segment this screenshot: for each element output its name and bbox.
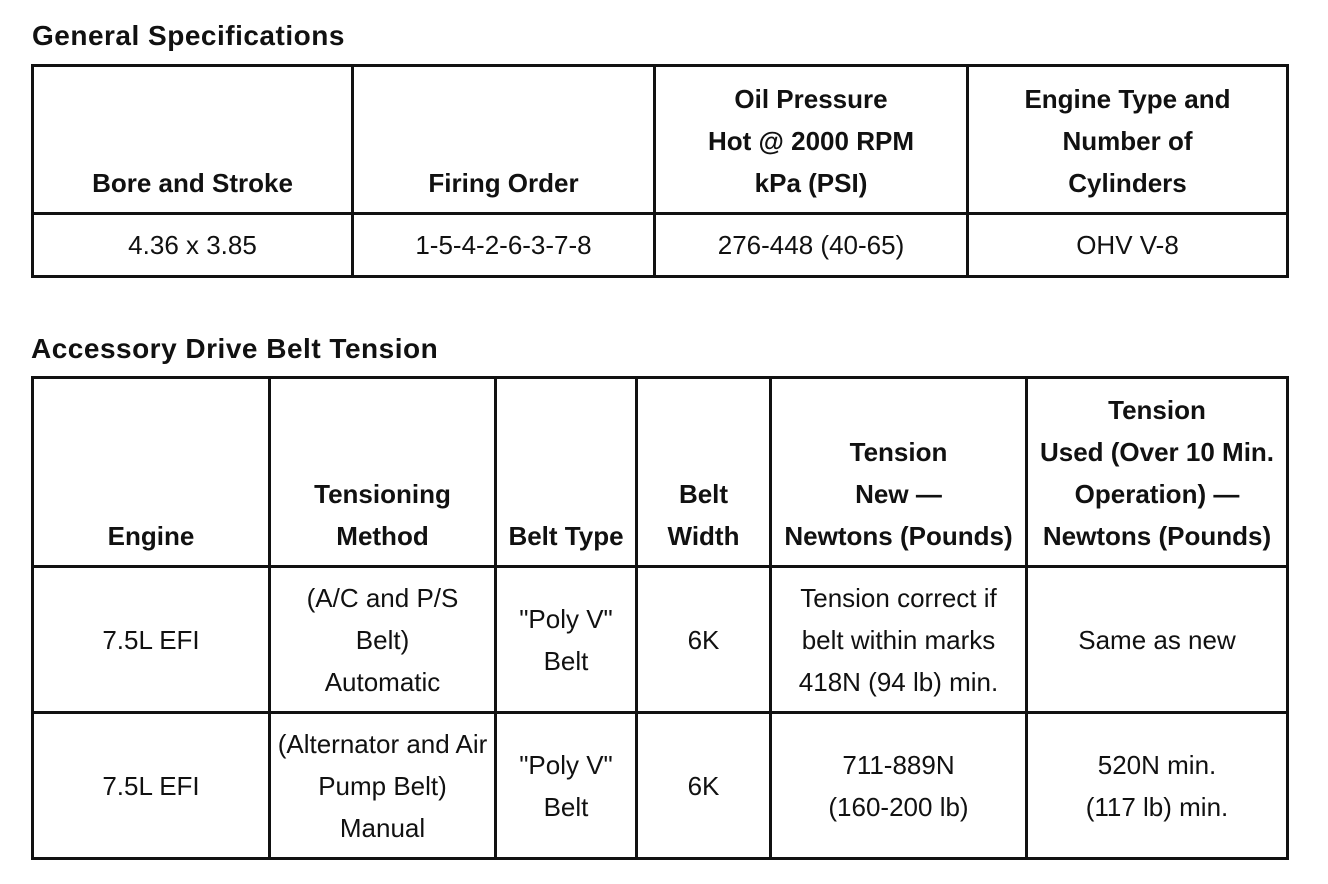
cell-belt-type: "Poly V" Belt [496,567,637,713]
general-specifications-table [31,64,1289,278]
cell-belt-width: 6K [637,567,771,713]
header-tension-new: Tension New — Newtons (Pounds) [771,378,1027,567]
header-oil-pressure: Oil Pressure Hot @ 2000 RPM kPa (PSI) [655,66,968,214]
cell-tension-used: 520N min. (117 lb) min. [1027,713,1288,859]
header-firing-order: Firing Order [353,66,655,214]
table-row [33,214,1288,277]
header-engine-type: Engine Type and Number of Cylinders [968,66,1288,214]
table-row [33,713,1288,859]
table-row [33,567,1288,713]
header-row [33,378,1288,567]
header-belt-type: Belt Type [496,378,637,567]
cell-belt-type: "Poly V" Belt [496,713,637,859]
cell-tensioning-method: (A/C and P/S Belt) Automatic [270,567,496,713]
cell-tensioning-method: (Alternator and Air Pump Belt) Manual [270,713,496,859]
cell-engine: 7.5L EFI [33,567,270,713]
cell-oil-pressure: 276-448 (40-65) [655,214,968,277]
cell-belt-width: 6K [637,713,771,859]
general-specifications-title: General Specifications [32,20,345,51]
cell-tension-new: Tension correct if belt within marks 418N (94 lb) min. [771,567,1027,713]
cell-engine-type: OHV V-8 [968,214,1288,277]
header-tensioning-method: Tensioning Method [270,378,496,567]
accessory-drive-belt-tension-title: Accessory Drive Belt Tension [31,333,439,364]
header-row [33,66,1288,214]
header-tension-used: Tension Used (Over 10 Min. Operation) — Newtons (Pounds) [1027,378,1288,567]
header-belt-width: Belt Width [637,378,771,567]
cell-tension-used: Same as new [1027,567,1288,713]
cell-firing-order: 1-5-4-2-6-3-7-8 [353,214,655,277]
cell-engine: 7.5L EFI [33,713,270,859]
cell-bore-and-stroke: 4.36 x 3.85 [33,214,353,277]
header-bore-and-stroke: Bore and Stroke [33,66,353,214]
cell-tension-new: 711-889N (160-200 lb) [771,713,1027,859]
header-engine: Engine [33,378,270,567]
belt-tension-table [31,376,1289,860]
